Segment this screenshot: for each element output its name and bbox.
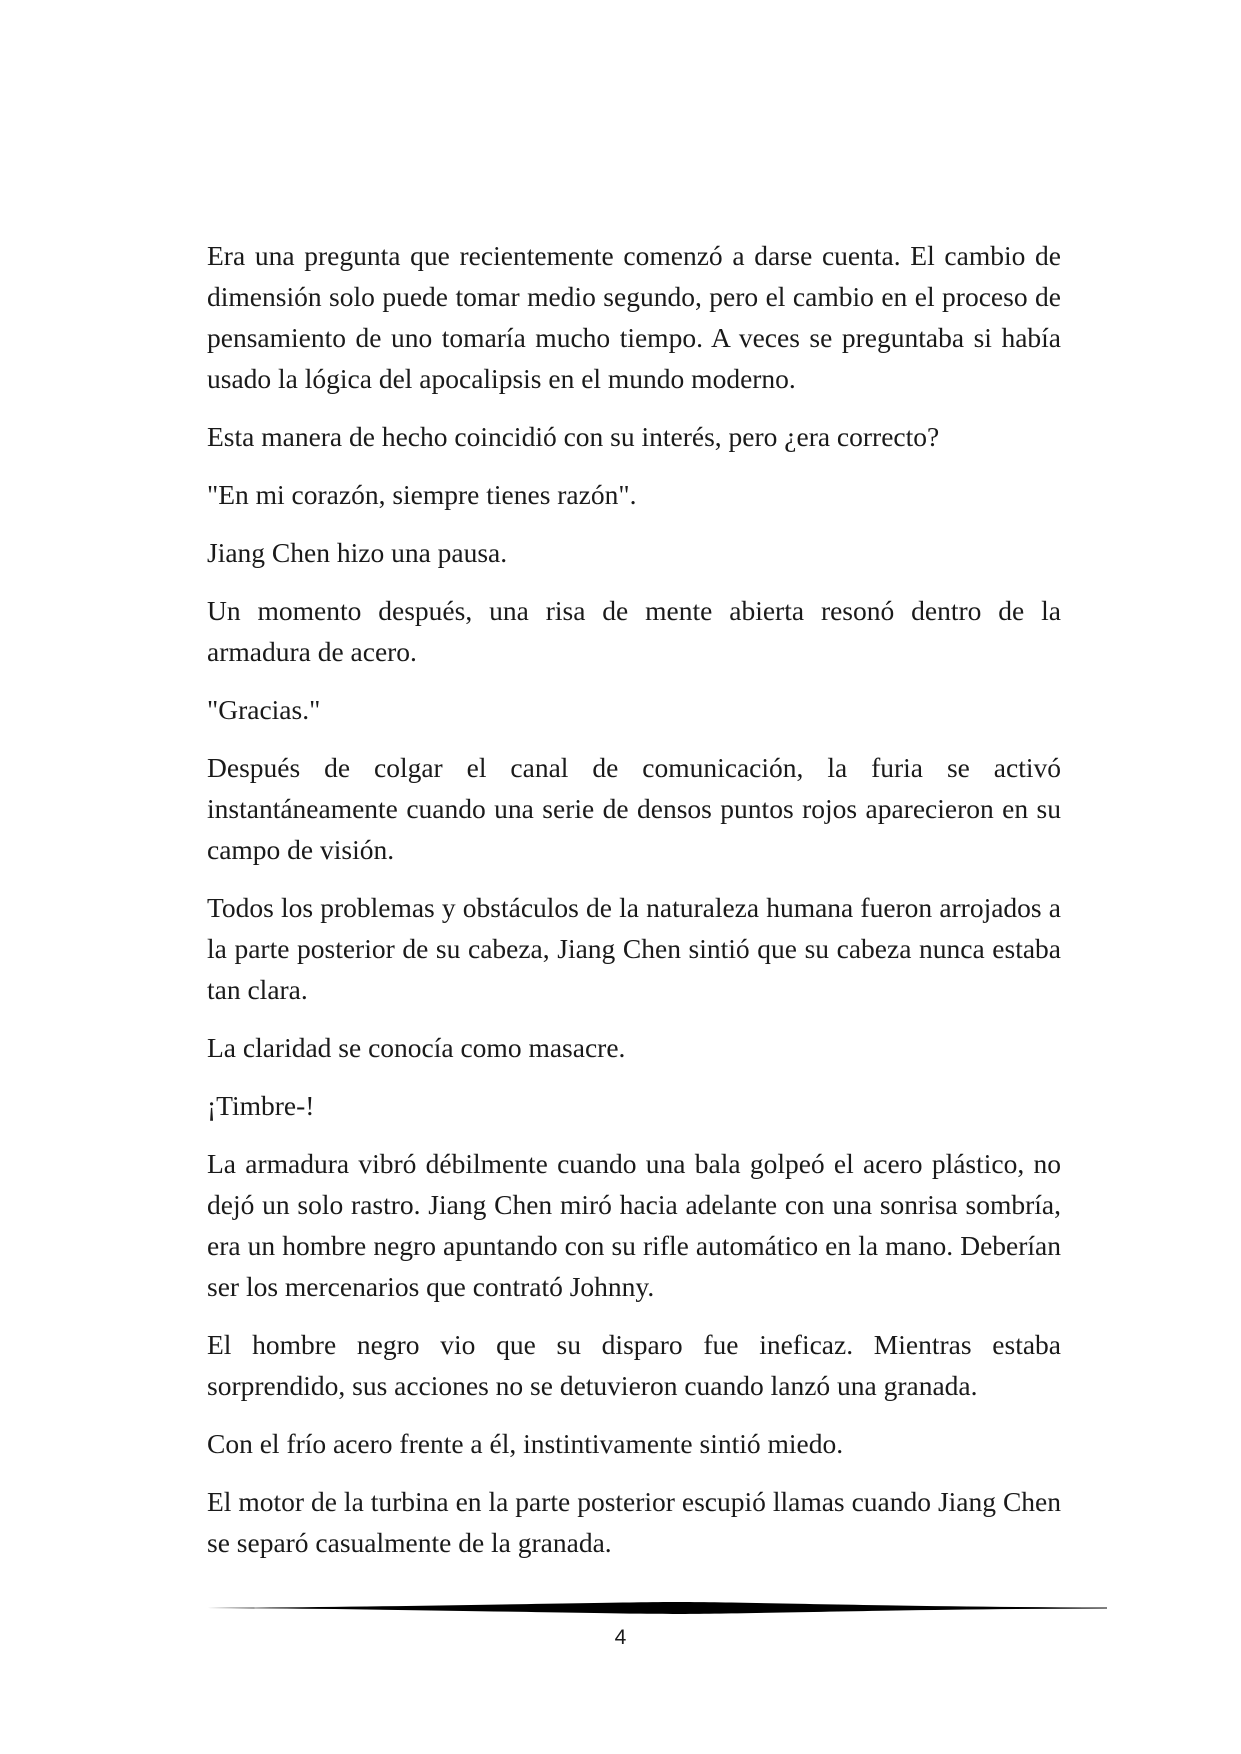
paragraph: La claridad se conocía como masacre.: [207, 1032, 626, 1063]
paragraph: Con el frío acero frente a él, instintivamente sintió miedo.: [207, 1428, 844, 1459]
body-text: [207, 235, 1061, 1580]
paragraph: El motor de la turbina en la parte posterior escupió llamas cuando Jiang Chen se separó casualmente de la granada.: [207, 1486, 1061, 1558]
paragraph: Después de colgar el canal de comunicación, la furia se activó instantáneamente cuando una serie de densos puntos rojos aparecieron en su campo de visión.: [207, 752, 1061, 865]
paragraph: Todos los problemas y obstáculos de la naturaleza humana fueron arrojados a la parte posterior de su cabeza, Jiang Chen sintió que su cabeza nunca estaba tan clara.: [207, 892, 1061, 1005]
paragraph: La armadura vibró débilmente cuando una bala golpeó el acero plástico, no dejó un solo rastro. Jiang Chen miró hacia adelante con una sonrisa sombría, era un hombre negro apuntando con su rifle automático en la mano. Deberían ser los mercenarios que contrató Johnny.: [207, 1148, 1061, 1302]
paragraph: "En mi corazón, siempre tienes razón".: [207, 479, 637, 510]
paragraph: "Gracias.": [207, 694, 321, 725]
paragraph: Un momento después, una risa de mente abierta resonó dentro de la armadura de acero.: [207, 595, 1061, 667]
paragraph: Era una pregunta que recientemente comenzó a darse cuenta. El cambio de dimensión solo puede tomar medio segundo, pero el cambio en el proceso de pensamiento de uno tomaría mucho tiempo. A veces se preguntaba si había usado la lógica del apocalipsis en el mundo moderno.: [207, 240, 1061, 394]
paragraph: Jiang Chen hizo una pausa.: [207, 537, 508, 568]
paragraph: ¡Timbre-!: [207, 1090, 315, 1121]
paragraph: El hombre negro vio que su disparo fue ineficaz. Mientras estaba sorprendido, sus acciones no se detuvieron cuando lanzó una granada.: [207, 1329, 1061, 1401]
footer-divider-swash: [207, 1602, 1107, 1614]
footer-divider: [207, 1600, 1107, 1616]
paragraph: Esta manera de hecho coincidió con su interés, pero ¿era correcto?: [207, 421, 940, 452]
page-number: 4: [614, 1626, 627, 1649]
